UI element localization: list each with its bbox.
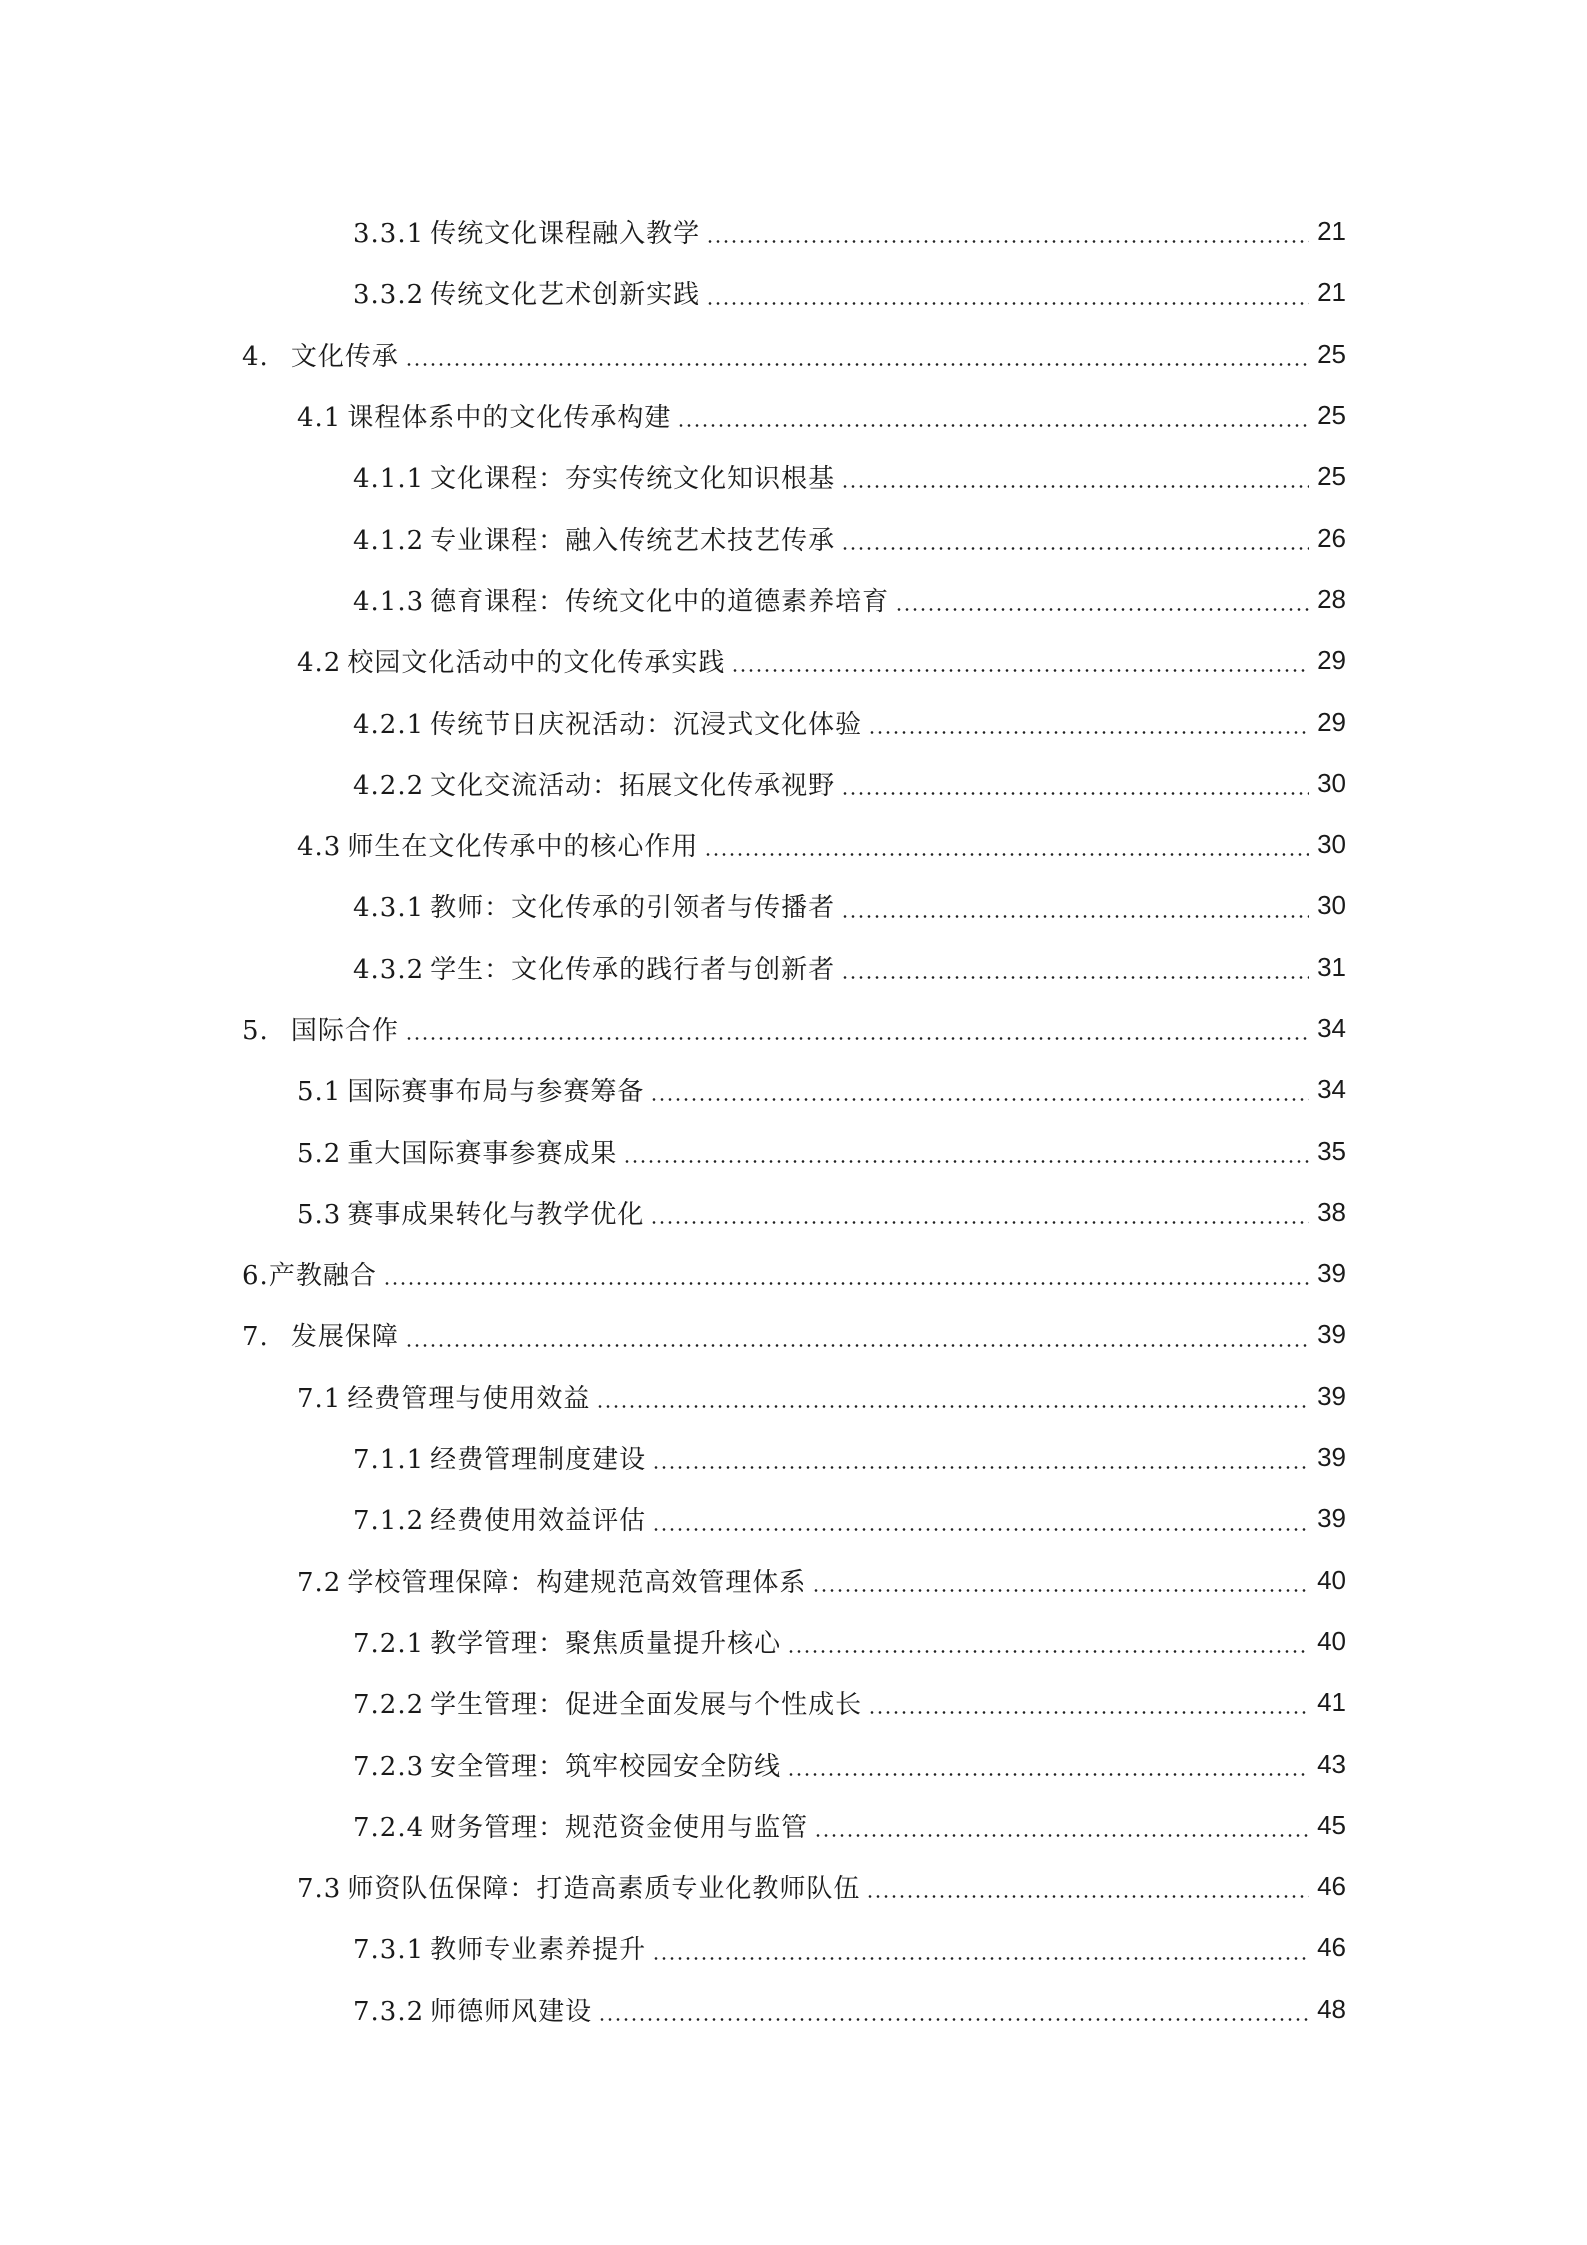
toc-entry[interactable] (0, 1672, 1587, 1733)
toc-entry-title: 校园文化活动中的文化传承实践 (347, 648, 726, 679)
dot-leader (812, 1589, 1309, 1592)
toc-entry[interactable] (0, 1979, 1587, 2040)
toc-entry[interactable] (0, 569, 1587, 630)
toc-entry-number: 7.2.1 (353, 1628, 425, 1659)
toc-entry-number: 7.1.2 (353, 1506, 425, 1537)
toc-entry-page: 46 (1317, 1932, 1346, 1963)
toc-entry-page: 29 (1317, 706, 1346, 737)
toc-entry-page: 26 (1317, 522, 1346, 553)
dot-leader (623, 1160, 1309, 1163)
toc-entry-number: 7.1.1 (353, 1445, 425, 1476)
toc-entry-number: 5.3 (297, 1199, 342, 1230)
toc-entry-page: 39 (1317, 1319, 1346, 1350)
toc-entry-number: 3.3.2 (353, 280, 425, 311)
dot-leader (841, 792, 1309, 795)
toc-entry-title: 赛事成果转化与教学优化 (347, 1199, 645, 1230)
toc-entry-page: 48 (1317, 1993, 1346, 2024)
dot-leader (895, 608, 1309, 611)
dot-leader (814, 1834, 1309, 1837)
dot-leader (841, 976, 1309, 979)
toc-entry-title: 发展保障 (290, 1322, 399, 1353)
toc-entry-page: 39 (1317, 1380, 1346, 1411)
toc-entry-number: 7.2.2 (353, 1690, 425, 1721)
toc-entry-number: 7. (242, 1322, 269, 1353)
dot-leader (677, 424, 1309, 427)
dot-leader (652, 1528, 1309, 1531)
toc-entry-number: 5.2 (297, 1138, 342, 1169)
toc-entry-page: 30 (1317, 890, 1346, 921)
toc-entry-number: 7.3 (297, 1874, 342, 1905)
toc-entry-number: 7.1 (297, 1383, 342, 1414)
toc-entry-number: 7.3.2 (353, 1996, 425, 2027)
toc-entry[interactable] (0, 1120, 1587, 1181)
toc-entry-page: 40 (1317, 1625, 1346, 1656)
toc-entry-number: 6. (242, 1261, 269, 1292)
toc-entry-page: 34 (1317, 1074, 1346, 1105)
dot-leader (787, 1773, 1309, 1776)
dot-leader (706, 302, 1309, 305)
toc-entry-title: 国际合作 (290, 1016, 399, 1046)
toc-entry[interactable] (0, 875, 1587, 936)
toc-entry[interactable] (0, 1366, 1587, 1427)
toc-entry-page: 25 (1317, 461, 1346, 492)
dot-leader (383, 1282, 1309, 1285)
toc-entry-title: 重大国际赛事参赛成果 (347, 1138, 618, 1169)
dot-leader (704, 853, 1309, 856)
toc-entry[interactable] (0, 385, 1587, 446)
toc-entry-title: 传统节日庆祝活动：沉浸式文化体验 (430, 709, 863, 740)
dot-leader (650, 1098, 1309, 1101)
toc-entry[interactable] (0, 262, 1587, 323)
toc-entry[interactable] (0, 630, 1587, 691)
toc-entry[interactable] (0, 691, 1587, 752)
toc-entry-number: 4.2.1 (353, 709, 425, 740)
toc-entry-title: 教师专业素养提升 (430, 1935, 647, 1966)
toc-entry-page: 25 (1317, 338, 1346, 369)
toc-entry[interactable] (0, 446, 1587, 507)
toc-entry-number: 4.3 (297, 832, 342, 863)
dot-leader (731, 669, 1309, 672)
toc-entry[interactable] (0, 753, 1587, 814)
toc-entry-page: 35 (1317, 1135, 1346, 1166)
dot-leader (650, 1221, 1309, 1224)
toc-entry-title: 传统文化课程融入教学 (430, 219, 701, 250)
toc-entry-number: 5. (242, 1016, 269, 1046)
toc-entry-page: 34 (1317, 1013, 1346, 1043)
toc-entry[interactable] (0, 507, 1587, 568)
dot-leader (405, 1037, 1309, 1040)
toc-entry-number: 4.2 (297, 648, 342, 679)
toc-entry[interactable] (0, 1917, 1587, 1978)
dot-leader (598, 2018, 1309, 2021)
toc-entry[interactable] (0, 937, 1587, 998)
toc-entry[interactable] (0, 324, 1587, 385)
toc-entry-title: 教学管理：聚焦质量提升核心 (430, 1628, 782, 1659)
toc-entry[interactable] (0, 1550, 1587, 1611)
toc-entry-number: 7.2.4 (353, 1812, 425, 1843)
toc-entry-title: 经费管理与使用效益 (347, 1383, 591, 1414)
dot-leader (841, 485, 1309, 488)
toc-entry-number: 4.3.1 (353, 893, 425, 924)
toc-entry-page: 40 (1317, 1564, 1346, 1595)
dot-leader (596, 1405, 1309, 1408)
toc-entry-title: 经费使用效益评估 (430, 1506, 647, 1537)
toc-entry-page: 39 (1317, 1503, 1346, 1534)
toc-entry-number: 7.2.3 (353, 1751, 425, 1782)
toc-entry-title: 师生在文化传承中的核心作用 (347, 832, 699, 863)
toc-entry-page: 30 (1317, 829, 1346, 860)
toc-entry-page: 45 (1317, 1809, 1346, 1840)
dot-leader (706, 240, 1309, 243)
toc-entry-number: 7.3.1 (353, 1935, 425, 1966)
dot-leader (787, 1650, 1309, 1653)
toc-entry-page: 28 (1317, 583, 1346, 614)
dot-leader (405, 1344, 1309, 1347)
dot-leader (868, 731, 1309, 734)
toc-entry[interactable] (0, 1611, 1587, 1672)
toc-entry-page: 30 (1317, 767, 1346, 798)
toc-entry-title: 国际赛事布局与参赛筹备 (347, 1077, 645, 1108)
toc-entry-number: 3.3.1 (353, 219, 425, 250)
toc-entry-number: 4.1.1 (353, 464, 425, 495)
toc-entry-page: 41 (1317, 1687, 1346, 1718)
toc-entry-title: 学生管理：促进全面发展与个性成长 (430, 1690, 863, 1721)
dot-leader (841, 915, 1309, 918)
toc-entry-page: 25 (1317, 400, 1346, 431)
toc-entry-title: 德育课程：传统文化中的道德素养培育 (430, 586, 890, 617)
toc-entry-title: 课程体系中的文化传承构建 (347, 403, 672, 434)
toc-entry-page: 31 (1317, 951, 1346, 982)
toc-entry-title: 传统文化艺术创新实践 (430, 280, 701, 311)
toc-entry-page: 39 (1317, 1442, 1346, 1473)
toc-entry-page: 43 (1317, 1748, 1346, 1779)
toc-entry[interactable] (0, 1856, 1587, 1917)
toc-entry[interactable] (0, 1733, 1587, 1794)
dot-leader (652, 1957, 1309, 1960)
toc-entry[interactable] (0, 1243, 1587, 1304)
toc-entry-title: 师资队伍保障：打造高素质专业化教师队伍 (347, 1874, 861, 1905)
toc-entry-page: 46 (1317, 1871, 1346, 1902)
toc-entry[interactable] (0, 998, 1587, 1059)
toc-entry-title: 学校管理保障：构建规范高效管理体系 (347, 1567, 807, 1598)
toc-entry-title: 安全管理：筑牢校园安全防线 (430, 1751, 782, 1782)
toc-entry-number: 4.3.2 (353, 954, 425, 985)
toc-entry-page: 21 (1317, 277, 1346, 308)
toc-entry-page: 38 (1317, 1196, 1346, 1227)
toc-entry[interactable] (0, 1427, 1587, 1488)
toc-entry[interactable] (0, 1488, 1587, 1549)
toc-entry-title: 学生：文化传承的践行者与创新者 (430, 954, 836, 985)
toc-entry-title: 财务管理：规范资金使用与监管 (430, 1812, 809, 1843)
toc-entry-number: 5.1 (297, 1077, 342, 1108)
table-of-contents (0, 201, 1587, 2040)
toc-entry[interactable] (0, 1304, 1587, 1365)
dot-leader (868, 1711, 1309, 1714)
toc-entry-title: 师德师风建设 (430, 1996, 593, 2027)
toc-entry-page: 39 (1317, 1258, 1346, 1289)
toc-entry-title: 教师：文化传承的引领者与传播者 (430, 893, 836, 924)
toc-entry[interactable] (0, 1059, 1587, 1120)
toc-entry[interactable] (0, 1182, 1587, 1243)
toc-entry-number: 4.1.3 (353, 586, 425, 617)
toc-entry[interactable] (0, 201, 1587, 262)
dot-leader (841, 547, 1309, 550)
toc-entry-title: 产教融合 (268, 1261, 377, 1292)
dot-leader (405, 363, 1309, 366)
toc-entry[interactable] (0, 1795, 1587, 1856)
toc-entry-title: 专业课程：融入传统艺术技艺传承 (430, 525, 836, 556)
toc-entry-title: 文化传承 (290, 341, 399, 372)
dot-leader (652, 1466, 1309, 1469)
toc-entry-number: 7.2 (297, 1567, 342, 1598)
toc-entry-number: 4. (242, 341, 269, 372)
toc-entry-title: 经费管理制度建设 (430, 1445, 647, 1476)
toc-entry-page: 21 (1317, 216, 1346, 247)
toc-entry-title: 文化课程：夯实传统文化知识根基 (430, 464, 836, 495)
dot-leader (866, 1895, 1309, 1898)
toc-entry-title: 文化交流活动：拓展文化传承视野 (430, 770, 836, 801)
toc-entry-number: 4.2.2 (353, 770, 425, 801)
toc-entry-page: 29 (1317, 645, 1346, 676)
toc-entry-number: 4.1.2 (353, 525, 425, 556)
toc-entry-number: 4.1 (297, 403, 342, 434)
toc-entry[interactable] (0, 814, 1587, 875)
